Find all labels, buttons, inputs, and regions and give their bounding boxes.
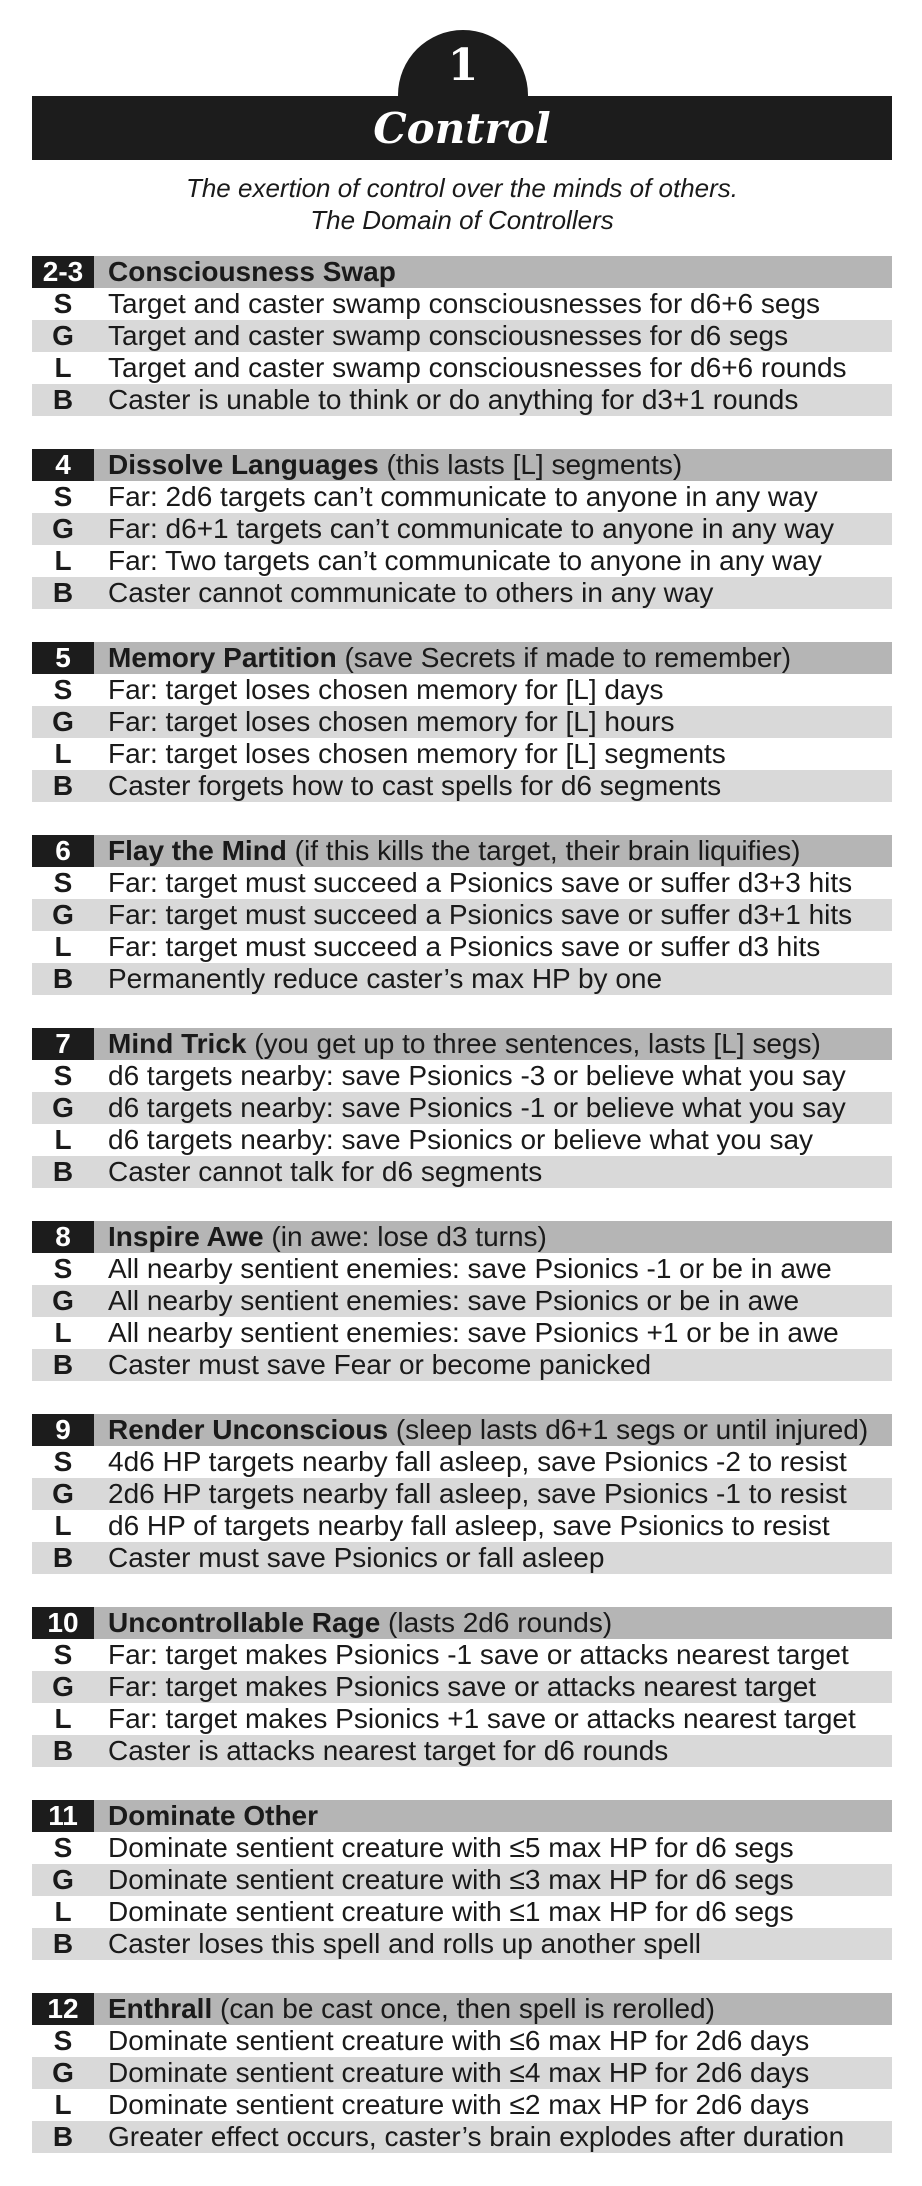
effect-text: Far: target must succeed a Psionics save or suffer d3 hits — [108, 931, 821, 962]
effect-text: Dominate sentient creature with ≤6 max HP for 2d6 days — [108, 2025, 810, 2056]
spell-header-row — [32, 256, 892, 288]
effect-row — [32, 513, 892, 545]
effect-tier: G — [32, 1478, 94, 1510]
spell-entry — [32, 449, 892, 609]
effect-text: Caster loses this spell and rolls up another spell — [108, 1928, 701, 1959]
effect-row — [32, 706, 892, 738]
effect-row — [32, 931, 892, 963]
effect-text: Caster must save Fear or become panicked — [108, 1349, 652, 1380]
effect-row — [32, 577, 892, 609]
effect-text: Permanently reduce caster’s max HP by one — [108, 963, 663, 994]
domain-description — [32, 172, 892, 236]
spell-note: (sleep lasts d6+1 segs or until injured) — [388, 1414, 869, 1445]
effect-tier: B — [32, 1156, 94, 1188]
spell-entry — [32, 1993, 892, 2153]
spell-header-row — [32, 642, 892, 674]
effect-row — [32, 320, 892, 352]
spell-entry — [32, 1414, 892, 1574]
effect-row — [32, 1703, 892, 1735]
effect-tier: S — [32, 1060, 94, 1092]
effect-text: Dominate sentient creature with ≤2 max HP for 2d6 days — [108, 2089, 810, 2120]
effect-tier: S — [32, 1446, 94, 1478]
effect-tier: L — [32, 1896, 94, 1928]
effect-tier: S — [32, 674, 94, 706]
effect-tier: L — [32, 1317, 94, 1349]
effect-row — [32, 1510, 892, 1542]
spell-title — [94, 835, 892, 867]
effect-row — [32, 1478, 892, 1510]
effect-text: 4d6 HP targets nearby fall asleep, save Psionics -2 to resist — [108, 1446, 847, 1477]
effect-row — [32, 1864, 892, 1896]
effect-text: Caster must save Psionics or fall asleep — [108, 1542, 605, 1573]
chapter-number: 1 — [447, 40, 479, 91]
spell-note: (in awe: lose d3 turns) — [263, 1221, 547, 1252]
spell-header-row — [32, 1221, 892, 1253]
effect-tier: S — [32, 1253, 94, 1285]
effect-row — [32, 1124, 892, 1156]
spell-note: (you get up to three sentences, lasts [L] segs) — [246, 1028, 821, 1059]
spell-title — [94, 1028, 892, 1060]
effect-row — [32, 481, 892, 513]
spell-roll: 11 — [32, 1800, 94, 1832]
spell-name: Render Unconscious — [108, 1414, 389, 1445]
effect-tier: S — [32, 1832, 94, 1864]
spell-name: Consciousness Swap — [108, 256, 396, 287]
effect-text: d6 HP of targets nearby fall asleep, save Psionics to resist — [108, 1510, 830, 1541]
spell-header-row — [32, 835, 892, 867]
effect-tier: G — [32, 1092, 94, 1124]
spell-note: (this lasts [L] segments) — [378, 449, 683, 480]
effect-row — [32, 1060, 892, 1092]
effect-tier: G — [32, 2057, 94, 2089]
effect-tier: S — [32, 288, 94, 320]
spell-title — [94, 1221, 892, 1253]
spell-entry — [32, 1607, 892, 1767]
effect-tier: S — [32, 481, 94, 513]
effect-tier: B — [32, 1735, 94, 1767]
spell-name: Dominate Other — [108, 1800, 319, 1831]
effect-text: 2d6 HP targets nearby fall asleep, save Psionics -1 to resist — [108, 1478, 847, 1509]
effect-text: Target and caster swamp consciousnesses for d6 segs — [108, 320, 789, 351]
spell-note: (lasts 2d6 rounds) — [380, 1607, 613, 1638]
effect-tier: L — [32, 931, 94, 963]
spell-roll: 12 — [32, 1993, 94, 2025]
spell-roll: 4 — [32, 449, 94, 481]
spell-entry — [32, 1800, 892, 1960]
effect-tier: B — [32, 963, 94, 995]
spell-note: (save Secrets if made to remember) — [336, 642, 792, 673]
effect-row — [32, 2025, 892, 2057]
effect-tier: L — [32, 352, 94, 384]
effect-row — [32, 674, 892, 706]
effect-text: All nearby sentient enemies: save Psionics +1 or be in awe — [108, 1317, 839, 1348]
effect-tier: G — [32, 513, 94, 545]
effect-tier: G — [32, 1285, 94, 1317]
effect-row — [32, 545, 892, 577]
effect-text: Far: target loses chosen memory for [L] days — [108, 674, 664, 705]
spell-roll: 10 — [32, 1607, 94, 1639]
intro-line-1: The exertion of control over the minds of others. — [185, 173, 739, 203]
spell-header-row — [32, 1028, 892, 1060]
effect-row — [32, 1832, 892, 1864]
spell-title — [94, 1993, 892, 2025]
effect-tier: S — [32, 867, 94, 899]
spell-name: Inspire Awe — [108, 1221, 264, 1252]
effect-tier: B — [32, 384, 94, 416]
spell-name: Mind Trick — [108, 1028, 247, 1059]
effect-text: Dominate sentient creature with ≤1 max HP for d6 segs — [108, 1896, 794, 1927]
effect-tier: S — [32, 1639, 94, 1671]
spell-title — [94, 1800, 892, 1832]
effect-row — [32, 384, 892, 416]
effect-text: d6 targets nearby: save Psionics or believe what you say — [108, 1124, 814, 1155]
effect-text: All nearby sentient enemies: save Psionics -1 or be in awe — [108, 1253, 832, 1284]
effect-text: Far: Two targets can’t communicate to anyone in any way — [108, 545, 822, 576]
effect-row — [32, 1896, 892, 1928]
effect-text: Far: target makes Psionics +1 save or attacks nearest target — [108, 1703, 856, 1734]
effect-text: Far: target loses chosen memory for [L] segments — [108, 738, 726, 769]
spell-header-row — [32, 1993, 892, 2025]
spell-roll: 5 — [32, 642, 94, 674]
effect-text: Caster is unable to think or do anything for d3+1 rounds — [108, 384, 799, 415]
effect-text: d6 targets nearby: save Psionics -1 or believe what you say — [108, 1092, 846, 1123]
effect-text: Far: d6+1 targets can’t communicate to anyone in any way — [108, 513, 835, 544]
effect-tier: S — [32, 2025, 94, 2057]
spell-table — [32, 256, 892, 2186]
effect-row — [32, 1735, 892, 1767]
effect-text: Far: target must succeed a Psionics save or suffer d3+1 hits — [108, 899, 853, 930]
effect-tier: L — [32, 1510, 94, 1542]
effect-text: Far: target loses chosen memory for [L] hours — [108, 706, 675, 737]
spell-name: Memory Partition — [108, 642, 337, 673]
effect-row — [32, 1671, 892, 1703]
effect-row — [32, 1253, 892, 1285]
spell-title — [94, 1607, 892, 1639]
effect-text: d6 targets nearby: save Psionics -3 or believe what you say — [108, 1060, 846, 1091]
spell-note: (if this kills the target, their brain liquifies) — [286, 835, 801, 866]
effect-row — [32, 352, 892, 384]
effect-text: Far: target makes Psionics -1 save or attacks nearest target — [108, 1639, 849, 1670]
effect-text: Far: target makes Psionics save or attacks nearest target — [108, 1671, 817, 1702]
effect-tier: L — [32, 2089, 94, 2121]
effect-tier: G — [32, 1864, 94, 1896]
effect-row — [32, 2089, 892, 2121]
spell-roll: 2-3 — [32, 256, 94, 288]
spell-title — [94, 449, 892, 481]
effect-row — [32, 1156, 892, 1188]
spell-header-row — [32, 1414, 892, 1446]
effect-tier: L — [32, 545, 94, 577]
effect-row — [32, 1446, 892, 1478]
effect-tier: L — [32, 1703, 94, 1735]
effect-text: Target and caster swamp consciousnesses for d6+6 segs — [108, 288, 821, 319]
chapter-header — [0, 0, 922, 170]
spell-entry — [32, 835, 892, 995]
effect-tier: G — [32, 1671, 94, 1703]
effect-text: Caster is attacks nearest target for d6 rounds — [108, 1735, 669, 1766]
effect-text: Target and caster swamp consciousnesses for d6+6 rounds — [108, 352, 847, 383]
effect-tier: G — [32, 706, 94, 738]
effect-tier: B — [32, 1349, 94, 1381]
spell-title — [94, 1414, 892, 1446]
spell-roll: 8 — [32, 1221, 94, 1253]
effect-text: Caster cannot talk for d6 segments — [108, 1156, 543, 1187]
spell-entry — [32, 256, 892, 416]
effect-text: All nearby sentient enemies: save Psionics or be in awe — [108, 1285, 800, 1316]
effect-row — [32, 1349, 892, 1381]
spell-name: Dissolve Languages — [108, 449, 379, 480]
spell-entry — [32, 1221, 892, 1381]
effect-text: Caster forgets how to cast spells for d6 segments — [108, 770, 722, 801]
effect-tier: G — [32, 320, 94, 352]
effect-text: Dominate sentient creature with ≤3 max HP for d6 segs — [108, 1864, 794, 1895]
effect-row — [32, 1092, 892, 1124]
spell-name: Uncontrollable Rage — [108, 1607, 381, 1638]
effect-tier: B — [32, 577, 94, 609]
spell-roll: 9 — [32, 1414, 94, 1446]
effect-row — [32, 1639, 892, 1671]
effect-tier: B — [32, 770, 94, 802]
spell-name: Flay the Mind — [108, 835, 287, 866]
effect-row — [32, 2121, 892, 2153]
effect-text: Dominate sentient creature with ≤5 max HP for d6 segs — [108, 1832, 794, 1863]
effect-tier: B — [32, 1542, 94, 1574]
effect-row — [32, 770, 892, 802]
effect-tier: B — [32, 2121, 94, 2153]
spell-roll: 7 — [32, 1028, 94, 1060]
effect-tier: G — [32, 899, 94, 931]
effect-tier: L — [32, 738, 94, 770]
spell-header-row — [32, 1607, 892, 1639]
effect-row — [32, 2057, 892, 2089]
spell-entry — [32, 1028, 892, 1188]
effect-text: Caster cannot communicate to others in any way — [108, 577, 714, 608]
effect-row — [32, 1285, 892, 1317]
spell-roll: 6 — [32, 835, 94, 867]
effect-tier: L — [32, 1124, 94, 1156]
effect-text: Far: 2d6 targets can’t communicate to anyone in any way — [108, 481, 818, 512]
spell-name: Enthrall — [108, 1993, 213, 2024]
spell-title — [94, 642, 892, 674]
effect-row — [32, 1542, 892, 1574]
spell-note: (can be cast once, then spell is rerolled) — [212, 1993, 715, 2024]
effect-row — [32, 899, 892, 931]
effect-text: Far: target must succeed a Psionics save or suffer d3+3 hits — [108, 867, 853, 898]
effect-row — [32, 738, 892, 770]
spell-entry — [32, 642, 892, 802]
effect-text: Greater effect occurs, caster’s brain explodes after duration — [108, 2121, 845, 2152]
effect-row — [32, 867, 892, 899]
effect-text: Dominate sentient creature with ≤4 max HP for 2d6 days — [108, 2057, 810, 2088]
effect-row — [32, 1317, 892, 1349]
effect-row — [32, 1928, 892, 1960]
chapter-title: Control — [373, 104, 551, 153]
effect-row — [32, 288, 892, 320]
intro-line-2: The Domain of Controllers — [310, 205, 614, 235]
spell-header-row — [32, 1800, 892, 1832]
spell-header-row — [32, 449, 892, 481]
spell-title — [94, 256, 892, 288]
effect-row — [32, 963, 892, 995]
effect-tier: B — [32, 1928, 94, 1960]
